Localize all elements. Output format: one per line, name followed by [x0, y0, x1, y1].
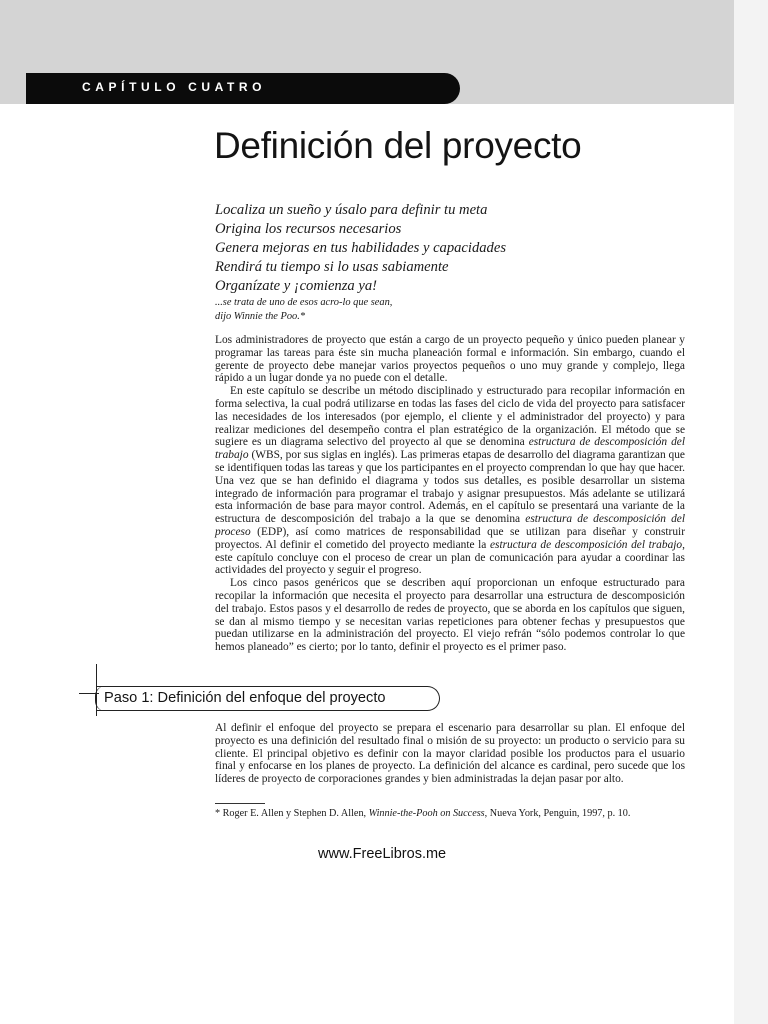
- section-title: Paso 1: Definición del enfoque del proyecto: [104, 690, 386, 706]
- section-heading-tab: [96, 686, 440, 711]
- text-run: , Nueva York, Penguin, 1997, p. 10.: [484, 808, 631, 819]
- body-text: [215, 334, 685, 654]
- epigraph-line: Genera mejoras en tus habilidades y capacidades: [215, 240, 507, 256]
- epigraph-line: Localiza un sueño y úsalo para definir tu meta: [215, 202, 488, 218]
- text-run: En este capítulo se describe un método disciplinado y estructurado para recopilar información en forma selectiva, la cual podrá utilizarse en todas las fases del ciclo de vida del proyecto para satisfacer las necesidades de los interesados (por ejemplo, el cliente y el administrador del proyecto) y para realizar mediciones del desempeño contra el plan estratégico de la organización. El método que se sugiere es un diagrama selectivo del proyecto al que se denomina: [215, 385, 685, 449]
- footnote: [215, 808, 630, 820]
- emphasis: estructura de descomposición del trabajo: [489, 538, 683, 551]
- text-run: (WBS, por sus siglas en inglés). Las primeras etapas de desarrollo del diagrama garantizan que se identifiquen todas las tareas y que los participantes en el proyecto comprendan lo que hay que hacer. Una vez que se han definido el diagrama y todos sus detalles, es posible desarrollar un sistema integrado de información para programar el trabajo y asignar presupuestos. Más adelante se utilizará esta información de base para mayor control. Además, en el capítulo se presentará una variante de la estructura de descomposición del trabajo a la que se denomina: [215, 449, 686, 526]
- epigraph-attribution: dijo Winnie the Poo.*: [215, 310, 306, 322]
- chapter-banner: [26, 73, 460, 104]
- text-run: (EDP), así como matrices de responsabilidad que se utilizan para diseñar y construir proyectos. Al definir el cometido del proyecto mediante la: [215, 525, 685, 551]
- book-title: Winnie-the-Pooh on Success: [368, 808, 485, 819]
- paragraph: Los administradores de proyecto que están a cargo de un proyecto pequeño y único pueden planear y programar las tareas para éste sin mucha planeación formal e información. Sin embargo, cuando el gerente de proyecto debe manejar varios proyectos pequeños o uno muy grande y complejo, llega rápido a un lugar donde ya no puede con el detalle.: [215, 334, 685, 385]
- scan-margin: [734, 0, 768, 1024]
- text-run: , este capítulo concluye con el proceso de crear un plan de comunicación para ayudar a coordinar las actividades del proyecto y seguir el progreso.: [215, 538, 685, 577]
- epigraph-line: Rendirá tu tiempo si lo usas sabiamente: [215, 259, 449, 275]
- paragraph: [215, 385, 685, 577]
- paragraph: Los cinco pasos genéricos que se describen aquí proporcionan un enfoque estructurado para recopilar la información que necesita el proyecto para desarrollar una estructura de descomposición del trabajo. Estos pasos y el desarrollo de redes de proyecto, que se aborda en los capítulos que siguen, se dan al mismo tiempo y se necesitan varias repeticiones para obtener fechas y presupuestos que puedan utilizarse en la administración del proyecto. El viejo refrán “sólo podemos controlar lo que hemos planeado” es cierto; por lo tanto, definir el proyecto es el primer paso.: [215, 577, 685, 654]
- section-body: [215, 722, 685, 786]
- epigraph-line: Origina los recursos necesarios: [215, 221, 402, 237]
- epigraph-attribution: ...se trata de uno de esos acro-lo que sean,: [215, 297, 393, 308]
- page-title: Definición del proyecto: [214, 125, 582, 166]
- epigraph-line: Organízate y ¡comienza ya!: [215, 278, 377, 294]
- footnote-rule: [215, 803, 265, 804]
- text-run: * Roger E. Allen y Stephen D. Allen,: [215, 808, 369, 819]
- watermark: www.FreeLibros.me: [318, 846, 447, 862]
- emphasis: estructura de descomposición del trabajo: [215, 436, 685, 462]
- emphasis: estructura de descomposición del proceso: [215, 513, 685, 538]
- epigraph: [215, 201, 506, 323]
- chapter-label: CAPÍTULO CUATRO: [82, 80, 267, 94]
- paragraph: Al definir el enfoque del proyecto se prepara el escenario para desarrollar su plan. El enfoque del proyecto es una definición del resultado final o misión de su proyecto: un producto o servicio para su cliente. El principal objetivo es definir con la mayor claridad posible los productos para el usuario final y enfocarse en los planes de proyecto. La definición del alcance es cardinal, pero sucede que los líderes de proyecto de corporaciones grandes y bien administradas la dejan pasar por alto.: [215, 722, 685, 786]
